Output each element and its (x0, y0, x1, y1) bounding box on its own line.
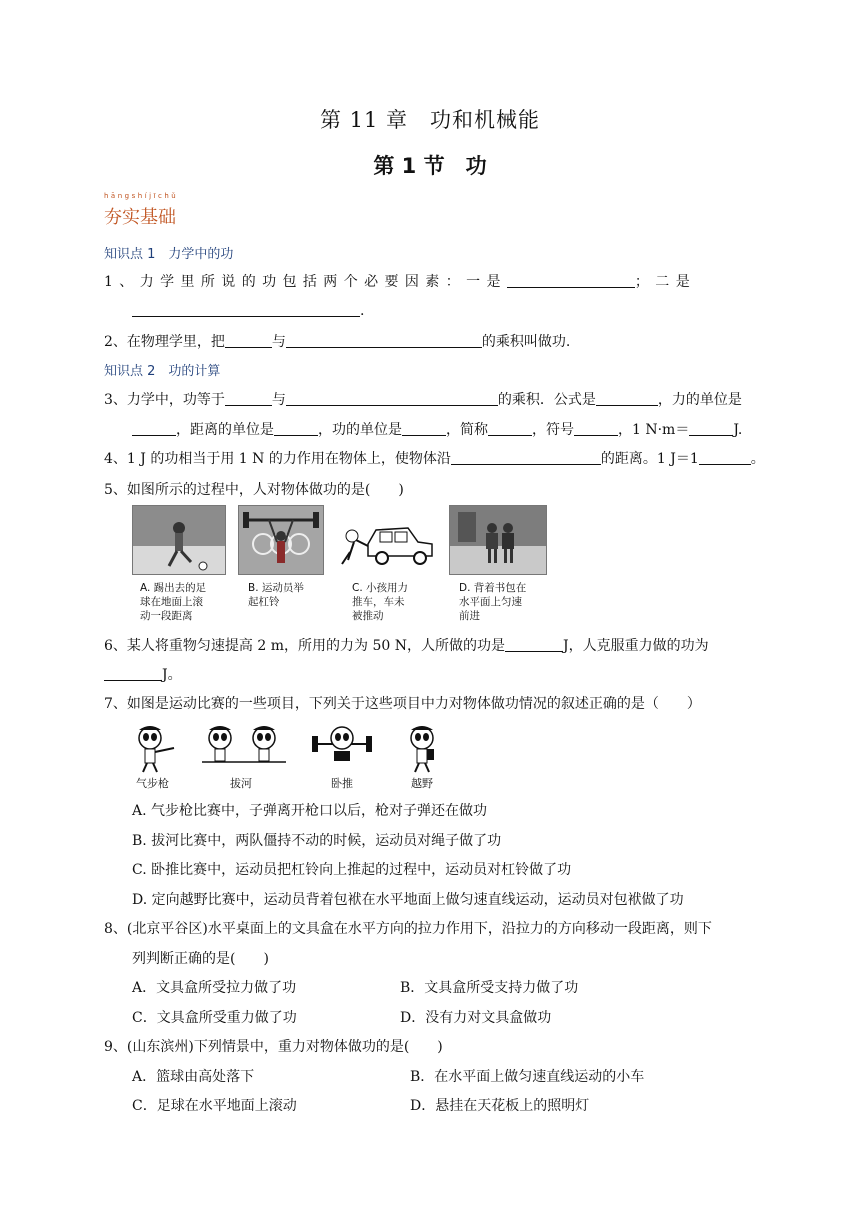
q3-blank-1[interactable] (225, 391, 272, 406)
q3-text-f: ，功的单位是 (318, 422, 402, 438)
soccer-kick-photo (133, 506, 225, 574)
q9-option-b[interactable]: B．在水平面上做匀速直线运动的小车 (410, 1069, 645, 1085)
q2-blank-1[interactable] (225, 333, 272, 348)
q7-label-rifle: 气步枪 (136, 777, 169, 790)
q5-caption-c: C. 小孩用力 推车，车未 被推动 (352, 582, 409, 622)
q3-blank-8[interactable] (574, 421, 618, 436)
q7-option-c[interactable]: C. 卧推比赛中，运动员把杠铃向上推起的过程中，运动员对杠铃做了功 (132, 862, 572, 878)
q1-line2 (132, 302, 364, 319)
q8-option-c[interactable]: C．文具盒所受重力做了功 (132, 1010, 297, 1026)
q3-text-c: 的乘积．公式是 (497, 392, 596, 408)
q4-text-a: 4、1 J 的功相当于用 1 N 的力作用在物体上，使物体沿 (104, 451, 451, 467)
q7-option-d[interactable]: D. 定向越野比赛中，运动员背着包袱在水平地面上做匀速直线运动，运动员对包袱做了功 (132, 892, 684, 908)
q1-text-b: ；二是 (634, 274, 697, 290)
panda-tug-of-war-figures (202, 726, 286, 762)
q3-line1 (104, 389, 742, 409)
q3-text-e: ，距离的单位是 (176, 422, 274, 438)
q1-blank-2[interactable] (132, 302, 360, 317)
q8-option-b[interactable]: B．文具盒所受支持力做了功 (400, 980, 579, 996)
q8-option-d[interactable]: D．没有力对文具盒做功 (400, 1010, 552, 1026)
q3-blank-6[interactable] (402, 421, 446, 436)
q8-line2: 列判断正确的是( ) (132, 951, 269, 967)
q7-label-press: 卧推 (331, 777, 353, 790)
q1-text-a: 1、力学里所说的功包括两个必要因素：一是 (104, 274, 507, 290)
q1-line1 (104, 271, 696, 291)
q4-blank-2[interactable] (699, 450, 751, 465)
q4-text-b: 的距离。1 J＝1 (600, 451, 699, 467)
q7-option-a[interactable]: A. 气步枪比赛中，子弹离开枪口以后，枪对子弹还在做功 (132, 803, 488, 819)
q3-blank-7[interactable] (488, 421, 532, 436)
q6-text-c: J。 (162, 667, 182, 683)
q3-blank-3[interactable] (596, 391, 658, 406)
q4-text-c: 。 (750, 451, 765, 467)
q8-line1: 8、(北京平谷区)水平桌面上的文具盒在水平方向的拉力作用下，沿拉力的方向移动一段距离，则下 (104, 921, 712, 937)
q3-text-h: ，符号 (532, 422, 574, 438)
q9-option-a[interactable]: A．篮球由高处落下 (132, 1069, 255, 1085)
q6-text-a: 6、某人将重物匀速提高 2 m，所用的力为 50 N，人所做的功是 (104, 638, 505, 654)
panda-bench-press-figure (312, 727, 372, 761)
q2-text-a: 2、在物理学里，把 (104, 334, 225, 350)
section-title: 第 1 节 功 (373, 154, 487, 178)
q3-text-j: J. (733, 422, 743, 438)
q5-picture-a (132, 505, 226, 575)
q2-text-c: 的乘积叫做功. (481, 334, 571, 350)
chapter-title: 第 11 章 功和机械能 (319, 108, 541, 132)
q4-blank-1[interactable] (451, 450, 601, 465)
q5-picture-c (338, 508, 434, 572)
q6-blank-2[interactable] (104, 666, 162, 681)
q3-blank-4[interactable] (132, 421, 176, 436)
q5-picture-d (449, 505, 547, 575)
q9-option-c[interactable]: C．足球在水平地面上滚动 (132, 1098, 297, 1114)
q9-option-d[interactable]: D．悬挂在天花板上的照明灯 (410, 1098, 590, 1114)
band-pinyin: hāngshíjīchǔ (104, 192, 179, 200)
q3-text-i: ，1 N·m＝ (618, 422, 690, 438)
q2-blank-2[interactable] (286, 333, 482, 348)
child-pushing-car-drawing (338, 508, 434, 572)
q3-blank-5[interactable] (274, 421, 318, 436)
q3-blank-9[interactable] (689, 421, 733, 436)
q3-text-a: 3、力学中，功等于 (104, 392, 225, 408)
panda-cross-country-figure (411, 726, 434, 772)
q3-text-b: 与 (271, 392, 286, 408)
q5-stem: 5、如图所示的过程中，人对物体做功的是( ) (104, 482, 404, 498)
knowledge-point-2: 知识点 2 功的计算 (104, 364, 221, 379)
q7-stem: 7、如图是运动比赛的一些项目，下列关于这些项目中力对物体做功情况的叙述正确的是（ ） (104, 696, 701, 712)
q7-panda-figures (126, 722, 446, 774)
q5-caption-b: B. 运动员举 起杠铃 (248, 582, 304, 608)
weightlifter-photo (239, 506, 323, 574)
q6-line2 (104, 664, 182, 684)
panda-rifle-figure (139, 726, 174, 772)
q1-end: . (360, 303, 365, 319)
q7-option-b[interactable]: B. 拔河比赛中，两队僵持不动的时候，运动员对绳子做了功 (132, 833, 502, 849)
q6-text-b: J，人克服重力做的功为 (562, 638, 709, 654)
q7-label-tug: 拔河 (230, 777, 252, 790)
q2-text-b: 与 (271, 334, 286, 350)
q6-line1 (104, 635, 709, 655)
q2-line (104, 331, 570, 351)
q6-blank-1[interactable] (505, 637, 563, 652)
students-with-backpacks-photo (450, 506, 546, 574)
q3-blank-2[interactable] (286, 391, 498, 406)
q8-option-a[interactable]: A．文具盒所受拉力做了功 (132, 980, 297, 996)
q5-caption-d: D. 背着书包在 水平面上匀速 前进 (459, 582, 527, 622)
knowledge-point-1: 知识点 1 力学中的功 (104, 247, 234, 262)
q3-line2 (132, 419, 742, 439)
q3-text-g: ，简称 (446, 422, 488, 438)
q3-text-d: ，力的单位是 (657, 392, 742, 408)
band-title: 夯实基础 (104, 207, 176, 228)
q9-stem: 9、(山东滨州)下列情景中，重力对物体做功的是( ) (104, 1039, 443, 1055)
q1-blank-1[interactable] (507, 273, 635, 288)
q5-picture-b (238, 505, 324, 575)
q7-label-crosscountry: 越野 (411, 777, 433, 790)
q5-caption-a: A. 踢出去的足 球在地面上滚 动一段距离 (140, 582, 207, 622)
q4-line (104, 448, 765, 468)
